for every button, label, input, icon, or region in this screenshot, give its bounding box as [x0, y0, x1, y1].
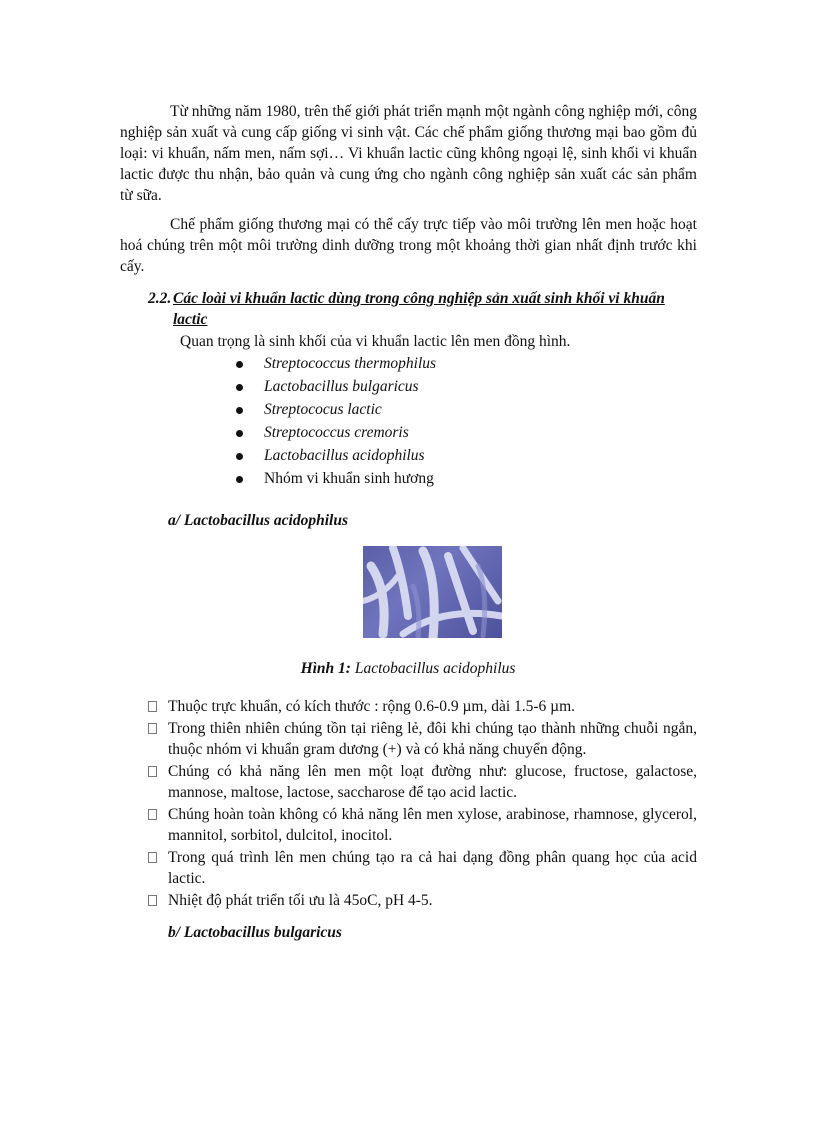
- species-name: Lactobacillus bulgaricus: [264, 378, 419, 395]
- checkbox-icon: [148, 701, 157, 712]
- section-number: 2.2.: [148, 290, 172, 307]
- checkbox-icon: [148, 809, 157, 820]
- bullet-icon: [236, 476, 243, 483]
- list-item: [230, 468, 436, 491]
- species-name: Streptococus lactic: [264, 401, 382, 418]
- property-text: Thuộc trực khuẩn, có kích thước : rộng 0.6-0.9 µm, dài 1.5-6 µm.: [168, 698, 576, 715]
- list-item: [230, 353, 436, 376]
- bullet-icon: [236, 430, 243, 437]
- species-name: Lactobacillus acidophilus: [264, 447, 425, 464]
- section-intro: Quan trọng là sinh khối của vi khuẩn lactic lên men đồng hình.: [180, 333, 571, 350]
- list-item: [148, 761, 697, 803]
- bullet-icon: [236, 384, 243, 391]
- subsection-a-title: a/ Lactobacillus acidophilus: [168, 512, 348, 529]
- figure-caption: [0, 658, 816, 679]
- bacteria-micrograph: [363, 546, 502, 638]
- list-item: [148, 847, 697, 889]
- property-text: Trong thiên nhiên chúng tồn tại riêng lẻ, đôi khi chúng tạo thành những chuỗi ngắn, thuộc nhóm vi khuẩn gram dương (+) và có khả năng chuyển động.: [168, 720, 697, 758]
- species-name: Streptococcus cremoris: [264, 424, 409, 441]
- property-text: Chúng có khả năng lên men một loạt đường như: glucose, fructose, galactose, mannose, maltose, lactose, saccharose để tạo acid lactic.: [168, 763, 697, 801]
- figure-name: Lactobacillus acidophilus: [354, 660, 516, 677]
- list-item: [230, 376, 436, 399]
- property-text: Trong quá trình lên men chúng tạo ra cả hai dạng đồng phân quang học của acid lactic.: [168, 849, 697, 887]
- list-item: [230, 399, 436, 422]
- section-heading: [148, 288, 697, 330]
- property-text: Nhiệt độ phát triển tối ưu là 45oC, pH 4-5.: [168, 892, 433, 909]
- checkbox-icon: [148, 895, 157, 906]
- species-list: [230, 353, 436, 491]
- list-item: [230, 445, 436, 468]
- list-item: [148, 696, 697, 717]
- checkbox-icon: [148, 852, 157, 863]
- bullet-icon: [236, 361, 243, 368]
- subsection-b-title: b/ Lactobacillus bulgaricus: [168, 924, 342, 941]
- list-item: [148, 890, 697, 911]
- bacteria-rods-image: [363, 546, 502, 638]
- bullet-icon: [236, 453, 243, 460]
- species-name: Streptococcus thermophilus: [264, 355, 437, 372]
- species-name: Nhóm vi khuẩn sinh hương: [264, 470, 434, 487]
- paragraph-intro: Từ những năm 1980, trên thế giới phát triển mạnh một ngành công nghiệp mới, công nghiệp sản xuất và cung cấp giống vi sinh vật. Các chế phẩm giống thương mại bao gồm đủ loại: vi khuẩn, nấm men, nấm sợi… Vi khuẩn lactic cũng không ngoại lệ, sinh khối vi khuẩn lactic được thu nhận, bảo quản và cung ứng cho ngành công nghiệp sản xuất các sản phẩm từ sữa.: [120, 103, 697, 204]
- section-title: Các loài vi khuẩn lactic dùng trong công nghiệp sản xuất sinh khối vi khuẩn lactic: [173, 290, 665, 328]
- checkbox-icon: [148, 766, 157, 777]
- list-item: [148, 804, 697, 846]
- properties-list: [148, 696, 697, 912]
- bullet-icon: [236, 407, 243, 414]
- checkbox-icon: [148, 723, 157, 734]
- property-text: Chúng hoàn toàn không có khả năng lên men xylose, arabinose, rhamnose, glycerol, mannitol, sorbitol, dulcitol, inocitol.: [168, 806, 697, 844]
- figure-label: Hình 1:: [300, 660, 351, 677]
- list-item: [230, 422, 436, 445]
- list-item: [148, 718, 697, 760]
- paragraph-commercial-culture: Chế phẩm giống thương mại có thể cấy trực tiếp vào môi trường lên men hoặc hoạt hoá chúng trên một môi trường dinh dưỡng trong một khoảng thời gian nhất định trước khi cấy.: [120, 216, 697, 275]
